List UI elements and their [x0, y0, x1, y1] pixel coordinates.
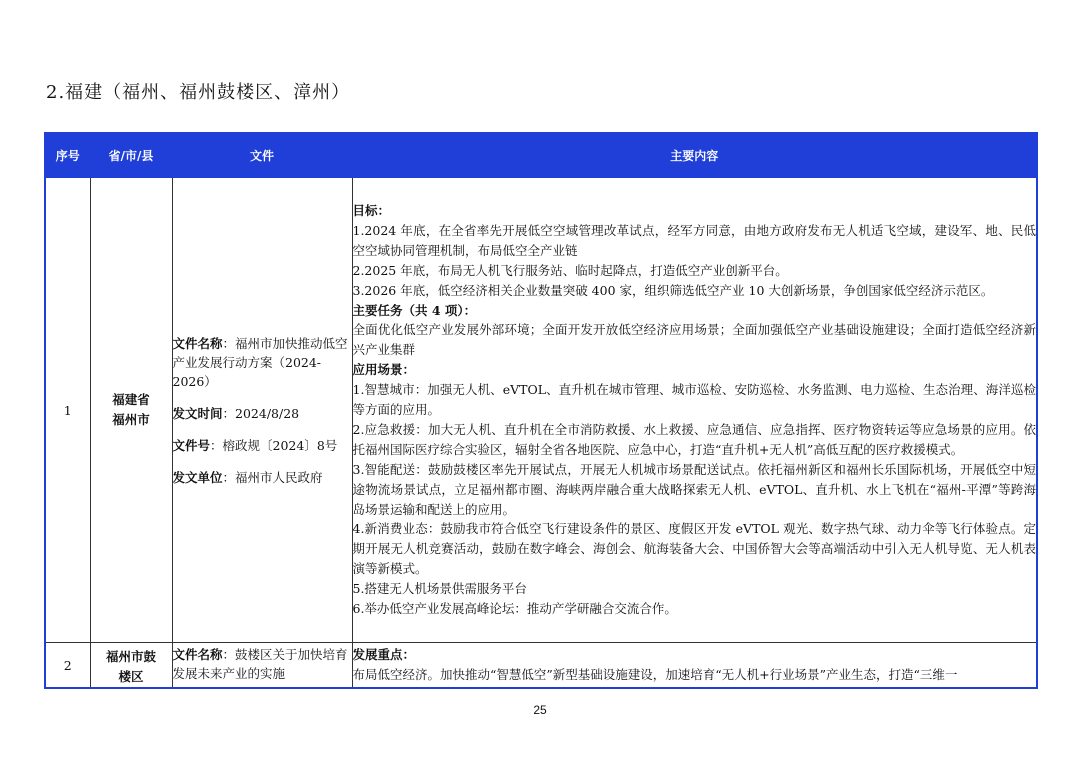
goals-heading: 目标： [352, 202, 391, 218]
scene-item: 3.智能配送：鼓励鼓楼区率先开展试点，开展无人机城市场景配送试点。依托福州新区和福州长乐国际机场，开展低空中短途物流场景试点，立足福州都市圈、海峡两岸融合重大战略探索无人机、eVTOL、直升机、水上飞机在“福州-平潭”等跨海岛场景运输和配送上的应用。 [352, 461, 1036, 517]
file-date-label: 发文时间 [172, 405, 223, 421]
table-header-row [45, 133, 1037, 178]
file-docno-label: 文件号 [172, 437, 211, 453]
file-name [173, 334, 352, 391]
goal-item: 3.2026 年底，低空经济相关企业数量突破 400 家，组织筛选低空产业 10 大创新场景，争创国家低空经济示范区。 [352, 282, 994, 298]
file-name [173, 645, 352, 683]
focus-text: 布局低空经济。加快推动“智慧低空”新型基础设施建设，加速培育“无人机+行业场景”产业生态，打造“三维一 [352, 667, 958, 682]
goal-item: 1.2024 年底，在全省率先开展低空空域管理改革试点，经军方同意，由地方政府发布无人机适飞空域，建设军、地、民低空空域协同管理机制，布局低空全产业链 [352, 222, 1036, 258]
scene-item: 2.应急救援：加大无人机、直升机在全市消防救援、水上救援、应急通信、应急指挥、医疗物资转运等应急场景的应用。依托福州国际医疗综合实验区，辐射全省各地医院、应急中心，打造“直升机+无人机”高低互配的医疗救援模式。 [352, 421, 1036, 457]
scene-item: 6.举办低空产业发展高峰论坛：推动产学研融合交流合作。 [352, 601, 677, 617]
file-docno [173, 436, 352, 455]
header-no: 序号 [45, 133, 90, 178]
header-content: 主要内容 [352, 133, 1037, 178]
tasks-heading: 主要任务（共 4 项）： [352, 302, 477, 318]
region-line: 福建省 [112, 392, 150, 407]
file-name-label: 文件名称 [172, 335, 223, 351]
table-row [45, 643, 1037, 689]
row-content [352, 178, 1037, 643]
file-issuer-value: ：福州市人民政府 [222, 469, 323, 485]
file-name-value: ：福州市加快推动低空产业发展行动方案（2024-2026） [172, 335, 348, 389]
row-number: 1 [45, 178, 90, 643]
page-number: 25 [533, 703, 547, 717]
region-line: 福州市 [112, 412, 150, 427]
scene-item: 4.新消费业态：鼓励我市符合低空飞行建设条件的景区、度假区开发 eVTOL 观光、数字热气球、动力伞等飞行体验点。定期开展无人机竞赛活动，鼓励在数字峰会、海创会、航海装备大会、中国侨智大会等高端活动中引入无人机导览、无人机表演等新模式。 [352, 521, 1036, 577]
row-content [352, 643, 1037, 689]
table-row [45, 178, 1037, 643]
tasks-text: 全面优化低空产业发展外部环境；全面开发开放低空经济应用场景；全面加强低空产业基础设施建设；全面打造低空经济新兴产业集群 [352, 322, 1036, 358]
file-issuer [173, 468, 352, 487]
scenes-heading: 应用场景： [352, 362, 416, 378]
row-file-info [172, 178, 352, 643]
row-region [90, 178, 172, 643]
focus-heading: 发展重点： [352, 647, 416, 663]
policy-table [44, 132, 1038, 689]
header-file: 文件 [172, 133, 352, 178]
row-file-info [172, 643, 352, 689]
section-title: 2.福建（福州、福州鼓楼区、漳州） [46, 82, 351, 103]
file-name-value: ：鼓楼区关于加快培育发展未来产业的实施 [172, 647, 348, 681]
row-number: 2 [45, 643, 90, 689]
file-date-value: ：2024/8/28 [222, 405, 300, 421]
goal-item: 2.2025 年底，布局无人机飞行服务站、临时起降点，打造低空产业创新平台。 [352, 262, 788, 278]
scene-item: 5.搭建无人机场景供需服务平台 [352, 581, 527, 597]
file-docno-value: ：榕政规〔2024〕8号 [210, 437, 338, 453]
file-issuer-label: 发文单位 [172, 469, 223, 485]
region-line: 楼区 [118, 669, 144, 684]
file-name-label: 文件名称 [172, 647, 223, 662]
row-region [90, 643, 172, 689]
header-region: 省/市/县 [90, 133, 172, 178]
scene-item: 1.智慧城市：加强无人机、eVTOL、直升机在城市管理、城市巡检、安防巡检、水务监测、电力巡检、生态治理、海洋巡检等方面的应用。 [352, 382, 1036, 418]
region-line: 福州市鼓 [105, 649, 156, 664]
file-date [173, 404, 352, 423]
